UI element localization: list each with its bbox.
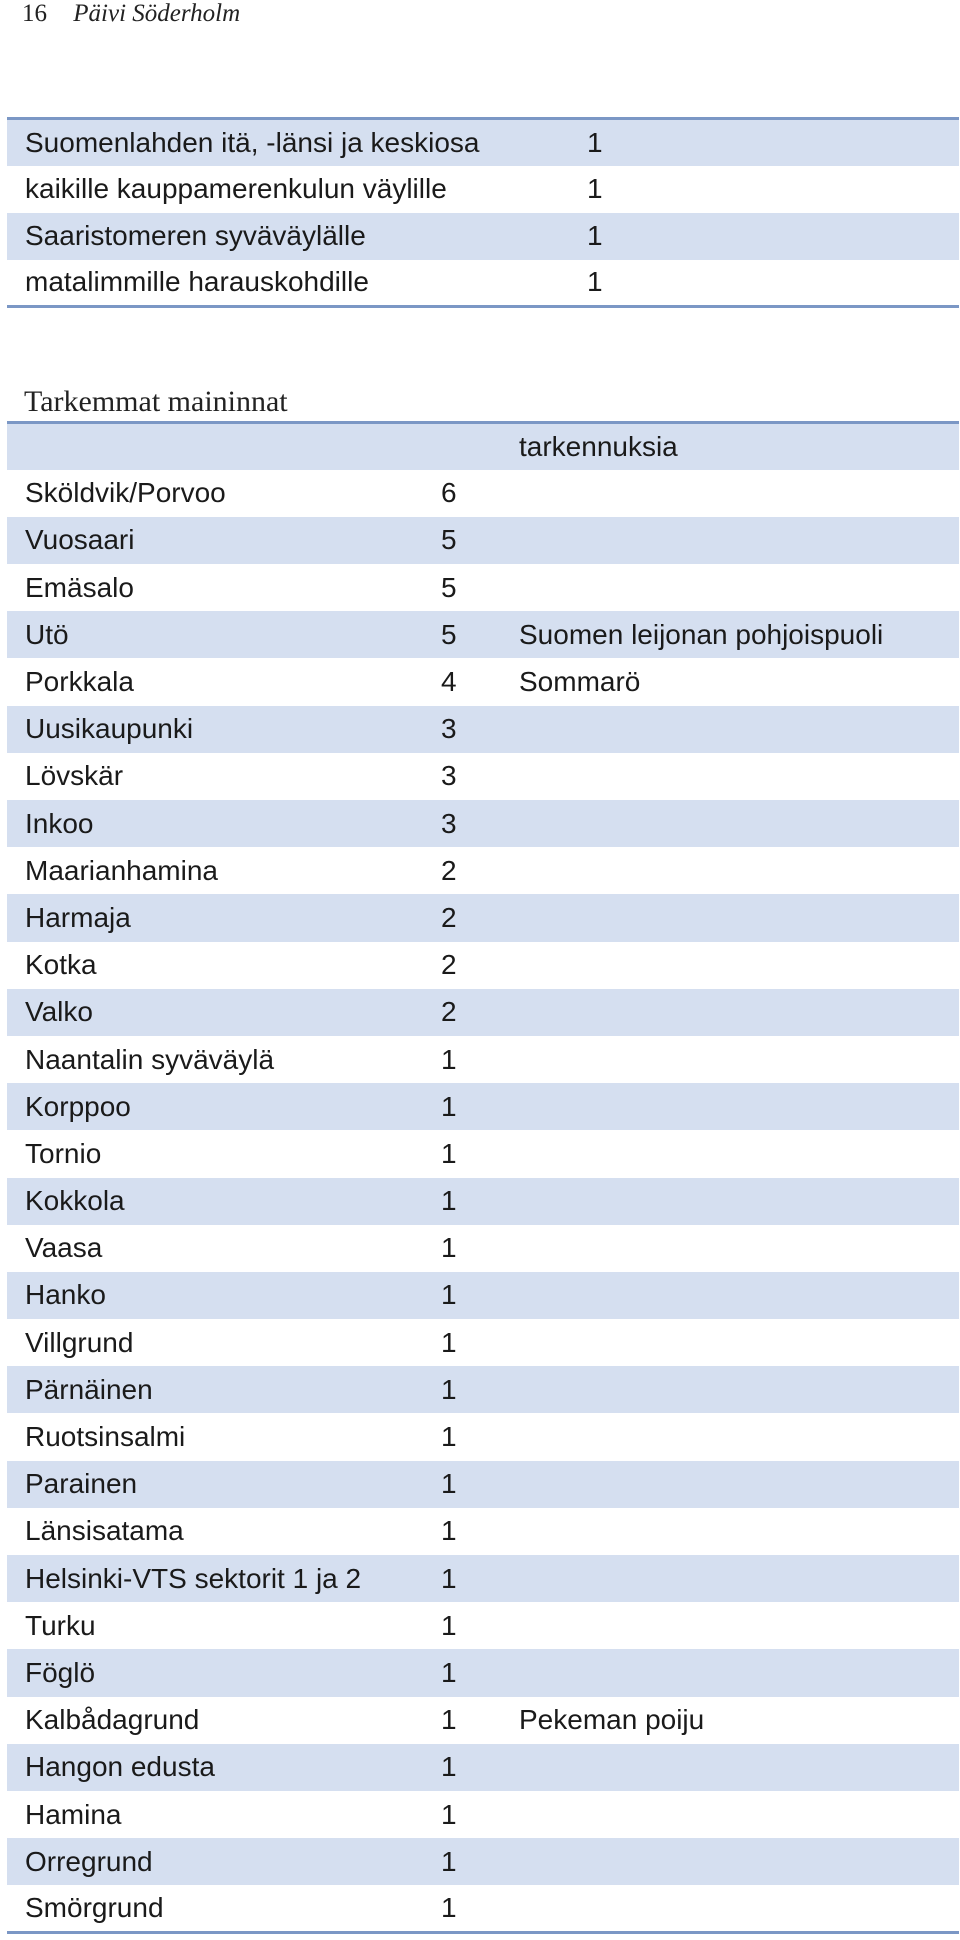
row-count: 5 (423, 564, 519, 611)
row-count: 1 (423, 1319, 519, 1366)
table-row (7, 1413, 959, 1460)
table-row (7, 470, 959, 517)
row-note (519, 1649, 959, 1696)
row-count: 6 (423, 470, 519, 517)
table-row (7, 1366, 959, 1413)
row-count: 1 (423, 1602, 519, 1649)
row-label: Föglö (7, 1649, 423, 1696)
row-count: 1 (569, 119, 959, 166)
row-note (519, 706, 959, 753)
row-label: Vuosaari (7, 517, 423, 564)
row-label: Inkoo (7, 800, 423, 847)
table-row (7, 1649, 959, 1696)
table-row (7, 1130, 959, 1177)
row-note (519, 1319, 959, 1366)
table-row (7, 894, 959, 941)
row-count: 1 (569, 213, 959, 260)
row-label: Korppoo (7, 1083, 423, 1130)
table-row (7, 517, 959, 564)
row-count: 1 (423, 1413, 519, 1460)
row-label: Utö (7, 611, 423, 658)
row-count: 1 (423, 1697, 519, 1744)
detailed-mentions-body (7, 423, 959, 1933)
row-count: 1 (569, 166, 959, 213)
row-label: Pärnäinen (7, 1366, 423, 1413)
table-row (7, 213, 959, 260)
row-count: 4 (423, 658, 519, 705)
table-row (7, 1461, 959, 1508)
table-row (7, 1744, 959, 1791)
row-count: 1 (423, 1036, 519, 1083)
row-note (519, 1366, 959, 1413)
row-count: 2 (423, 942, 519, 989)
table-row (7, 260, 959, 307)
row-note (519, 1838, 959, 1885)
row-label: Emäsalo (7, 564, 423, 611)
table-row (7, 658, 959, 705)
table-row (7, 611, 959, 658)
row-count: 1 (423, 1225, 519, 1272)
row-label: Suomenlahden itä, -länsi ja keskiosa (7, 119, 569, 166)
row-count: 2 (423, 847, 519, 894)
row-count: 1 (423, 1508, 519, 1555)
row-label: Ruotsinsalmi (7, 1413, 423, 1460)
row-label: matalimmille harauskohdille (7, 260, 569, 307)
table-row (7, 1272, 959, 1319)
row-label: Naantalin syväväylä (7, 1036, 423, 1083)
header-note-cell: tarkennuksia (519, 423, 959, 470)
row-count: 1 (423, 1083, 519, 1130)
row-note (519, 1272, 959, 1319)
author-name: Päivi Söderholm (73, 0, 241, 27)
row-label: Saaristomeren syväväylälle (7, 213, 569, 260)
row-label: Hanko (7, 1272, 423, 1319)
row-note (519, 1508, 959, 1555)
header-label-cell (7, 423, 423, 470)
row-count: 1 (423, 1555, 519, 1602)
row-count: 5 (423, 517, 519, 564)
table-row (7, 753, 959, 800)
row-label: Vaasa (7, 1225, 423, 1272)
table-row (7, 847, 959, 894)
row-label: Smörgrund (7, 1885, 423, 1932)
row-note (519, 517, 959, 564)
row-note (519, 564, 959, 611)
row-label: Villgrund (7, 1319, 423, 1366)
table-row (7, 1602, 959, 1649)
table-header-row (7, 423, 959, 470)
table-row (7, 1791, 959, 1838)
row-count: 1 (423, 1885, 519, 1932)
table-row (7, 1555, 959, 1602)
table-row (7, 564, 959, 611)
row-label: Hangon edusta (7, 1744, 423, 1791)
row-label: Helsinki-VTS sektorit 1 ja 2 (7, 1555, 423, 1602)
row-note (519, 1885, 959, 1932)
table-row (7, 1036, 959, 1083)
row-label: Turku (7, 1602, 423, 1649)
row-note (519, 1178, 959, 1225)
page-number: 16 (22, 0, 47, 27)
table-row (7, 166, 959, 213)
row-label: Sköldvik/Porvoo (7, 470, 423, 517)
row-note (519, 894, 959, 941)
row-note: Sommarö (519, 658, 959, 705)
table-row (7, 1225, 959, 1272)
row-count: 5 (423, 611, 519, 658)
row-count: 1 (423, 1838, 519, 1885)
row-count: 1 (569, 260, 959, 307)
table-row (7, 800, 959, 847)
row-count: 3 (423, 800, 519, 847)
row-label: Valko (7, 989, 423, 1036)
table-row (7, 119, 959, 166)
row-note (519, 1036, 959, 1083)
row-count: 1 (423, 1744, 519, 1791)
row-count: 2 (423, 989, 519, 1036)
row-label: Länsisatama (7, 1508, 423, 1555)
row-label: Parainen (7, 1461, 423, 1508)
row-label: Porkkala (7, 658, 423, 705)
row-note: Pekeman poiju (519, 1697, 959, 1744)
row-count: 1 (423, 1791, 519, 1838)
row-count: 1 (423, 1366, 519, 1413)
row-note (519, 1791, 959, 1838)
row-note (519, 989, 959, 1036)
row-count: 1 (423, 1272, 519, 1319)
detailed-mentions-table (7, 421, 959, 1934)
row-label: Uusikaupunki (7, 706, 423, 753)
table-row (7, 1083, 959, 1130)
row-count: 1 (423, 1461, 519, 1508)
row-count: 1 (423, 1130, 519, 1177)
general-mentions-body (7, 119, 959, 307)
row-note (519, 470, 959, 517)
row-label: Kalbådagrund (7, 1697, 423, 1744)
row-label: Kokkola (7, 1178, 423, 1225)
row-note (519, 1083, 959, 1130)
table-row (7, 1885, 959, 1932)
row-note (519, 1461, 959, 1508)
row-label: Hamina (7, 1791, 423, 1838)
row-note (519, 753, 959, 800)
table-row (7, 942, 959, 989)
row-label: Orregrund (7, 1838, 423, 1885)
row-note: Suomen leijonan pohjoispuoli (519, 611, 959, 658)
table-row (7, 1319, 959, 1366)
table-row (7, 1508, 959, 1555)
row-label: Maarianhamina (7, 847, 423, 894)
row-count: 2 (423, 894, 519, 941)
row-note (519, 1225, 959, 1272)
row-label: Harmaja (7, 894, 423, 941)
row-count: 3 (423, 753, 519, 800)
row-label: Lövskär (7, 753, 423, 800)
row-note (519, 847, 959, 894)
page-header (22, 0, 240, 30)
row-label: kaikille kauppamerenkulun väylille (7, 166, 569, 213)
table-row (7, 1697, 959, 1744)
row-note (519, 1555, 959, 1602)
row-label: Tornio (7, 1130, 423, 1177)
row-count: 1 (423, 1178, 519, 1225)
row-count: 1 (423, 1649, 519, 1696)
row-note (519, 1130, 959, 1177)
header-count-cell (423, 423, 519, 470)
row-note (519, 942, 959, 989)
row-note (519, 1602, 959, 1649)
section-title: Tarkemmat maininnat (24, 385, 288, 418)
general-mentions-table (7, 117, 959, 308)
row-note (519, 800, 959, 847)
row-note (519, 1413, 959, 1460)
table-row (7, 1178, 959, 1225)
row-label: Kotka (7, 942, 423, 989)
table-row (7, 706, 959, 753)
table-row (7, 989, 959, 1036)
row-note (519, 1744, 959, 1791)
table-row (7, 1838, 959, 1885)
row-count: 3 (423, 706, 519, 753)
